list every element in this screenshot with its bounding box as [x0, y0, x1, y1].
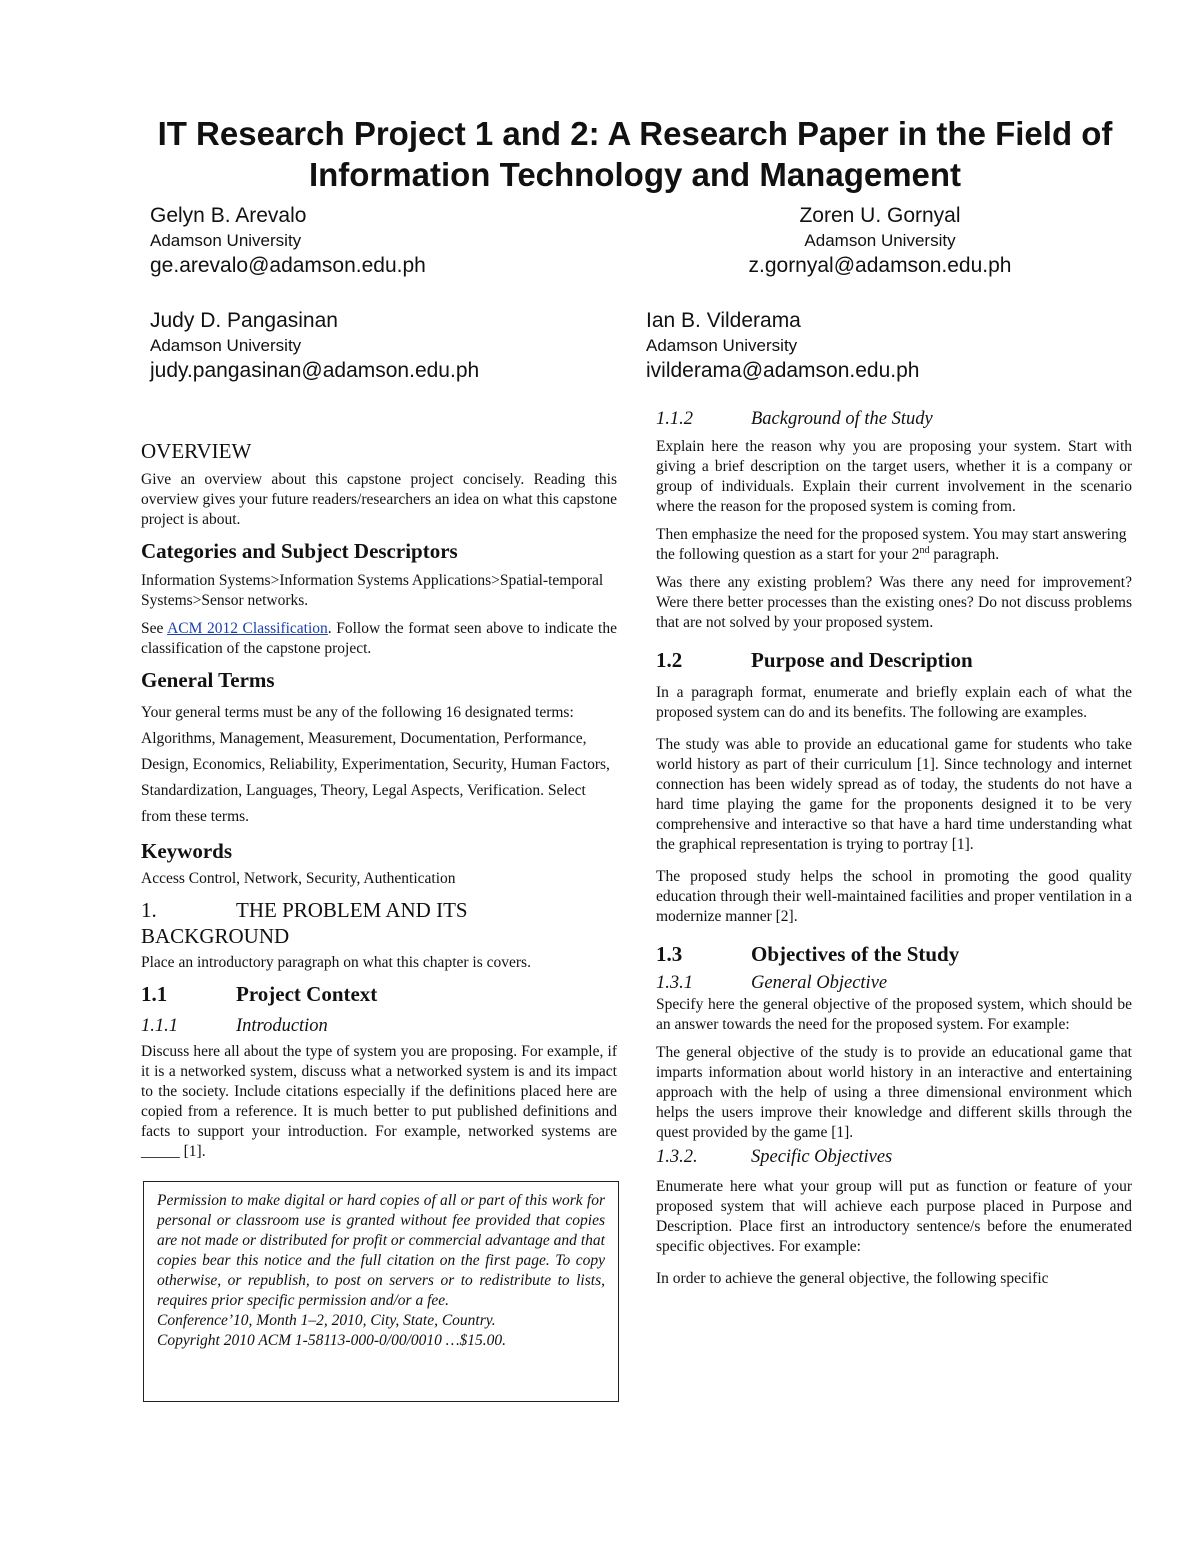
section-title: Purpose and Description	[751, 648, 973, 672]
specific-objectives-paragraph: Enumerate here what your group will put as function or feature of your proposed system that will achieve each purpose placed in Purpose and Description. Place first an introductory sentence/s before the enumerated specific objectives. For example:	[656, 1178, 1132, 1255]
general-objective-paragraph: Specify here the general objective of the proposed system, which should be an answer towards the need for the proposed system. For example:	[656, 996, 1132, 1033]
author-block	[150, 307, 479, 384]
subsection-title: Introduction	[236, 1016, 328, 1036]
section-heading	[141, 981, 617, 1007]
author-email: ge.arevalo@adamson.edu.ph	[150, 254, 426, 277]
author-email: judy.pangasinan@adamson.edu.ph	[150, 359, 480, 382]
subsection-number: 1.3.1	[656, 973, 693, 993]
author-block	[730, 202, 1030, 279]
purpose-paragraph: In a paragraph format, enumerate and briefly explain each of what the proposed system can do and its benefits. The following are examples.	[656, 684, 1132, 721]
author-name: Zoren U. Gornyal	[799, 204, 961, 227]
section-heading	[656, 647, 1132, 673]
author-name: Gelyn B. Arevalo	[150, 204, 307, 227]
permission-text: Permission to make digital or hard copies of all or part of this work for personal or classroom use is granted without fee provided that copies are not made or distributed for profit or commercial advantage and that copies bear this notice and the full citation on the first page. To copy otherwise, or republish, to post on servers or to redistribute to lists, requires prior specific permission and/or a fee.	[157, 1192, 605, 1309]
subsection-heading	[656, 971, 1132, 995]
text-run: Then emphasize the need for the proposed system. You may start answering the following question as a start for your 2	[656, 526, 1127, 563]
section-number: 1.2	[656, 648, 683, 672]
subsection-heading	[656, 1145, 1132, 1169]
section-number: 1.1	[141, 982, 168, 1006]
author-block	[150, 202, 426, 279]
author-name: Judy D. Pangasinan	[150, 309, 338, 332]
text-run: paragraph.	[929, 546, 1000, 563]
subsection-heading	[656, 407, 1132, 431]
background-paragraph: Explain here the reason why you are proposing your system. Start with giving a brief description on the target users, whether it is a company or group of individuals. Explain their current involvement in the scenario where the reason for the proposed system is coming from.	[656, 438, 1132, 515]
specific-objectives-paragraph: In order to achieve the general objective, the following specific	[656, 1270, 1049, 1287]
author-block	[646, 307, 919, 384]
see-acm-paragraph	[141, 619, 617, 659]
section-number: 1.3	[656, 942, 683, 966]
author-affiliation: Adamson University	[150, 231, 302, 250]
section-title: Objectives of the Study	[751, 942, 960, 966]
section-heading	[656, 941, 1132, 967]
section-title: Project Context	[236, 982, 378, 1006]
keywords-text: Access Control, Network, Security, Authentication	[141, 870, 456, 887]
see-prefix: See	[141, 620, 164, 637]
introduction-text: Discuss here all about the type of system you are proposing. For example, if it is a networked system, discuss what a networked system is and its impact to the society. Include citations especially if the definitions placed here are copied from a reference. It is much better to put published definitions and facts to support your introduction. For example, networked systems are _____ [1].	[141, 1043, 617, 1160]
left-column	[141, 438, 617, 1170]
overview-text: Give an overview about this capstone project concisely. Reading this overview gives your future readers/researchers an idea on what this capstone project is about.	[141, 471, 618, 528]
subsection-title: Specific Objectives	[751, 1147, 893, 1167]
chapter-number: 1.	[141, 898, 157, 922]
subsection-heading	[141, 1014, 617, 1038]
conference-line: Conference’10, Month 1–2, 2010, City, State, Country.	[157, 1312, 496, 1329]
subsection-title: Background of the Study	[751, 409, 933, 429]
subsection-title: General Objective	[751, 973, 888, 993]
subsection-number: 1.1.2	[656, 409, 693, 429]
keywords-heading: Keywords	[141, 839, 232, 863]
chapter-title-continued: BACKGROUND	[141, 924, 290, 948]
overview-heading: OVERVIEW	[141, 439, 252, 463]
paper-title: IT Research Project 1 and 2: A Research Paper in the Field of Information Technology and Management	[157, 115, 1113, 193]
purpose-paragraph: The proposed study helps the school in promoting the good quality education through their well-maintained facilities and proper ventilation in a modernize manner [2].	[656, 868, 1132, 925]
author-email: ivilderama@adamson.edu.ph	[646, 359, 920, 382]
chapter-heading	[141, 897, 617, 949]
copyright-line: Copyright 2010 ACM 1-58113-000-0/00/0010 …$15.00.	[157, 1332, 507, 1349]
see-suffix: . Follow the format seen above to indicate the classification of the capstone project.	[141, 620, 617, 657]
categories-text: Information Systems>Information Systems Applications>Spatial-temporal Systems>Sensor networks.	[141, 572, 604, 609]
subsection-number: 1.3.2.	[656, 1147, 698, 1167]
subsection-number: 1.1.1	[141, 1016, 178, 1036]
acm-classification-link[interactable]: ACM 2012 Classification	[167, 620, 328, 637]
general-terms-heading: General Terms	[141, 668, 275, 692]
general-objective-paragraph: The general objective of the study is to provide an educational game that imparts information about world history in an interactive and entertaining approach with the help of using a three dimensional environment which helps the users improve their knowledge and different skills through the quest provided by the game [1].	[656, 1044, 1132, 1141]
right-column	[656, 407, 1132, 1297]
superscript: nd	[919, 544, 930, 556]
background-paragraph	[656, 525, 1132, 565]
categories-heading: Categories and Subject Descriptors	[141, 539, 458, 563]
author-affiliation: Adamson University	[646, 336, 798, 355]
background-paragraph: Was there any existing problem? Was there any need for improvement? Were there better processes than the existing ones? Do not discuss problems that are not solved by your proposed system.	[656, 574, 1132, 631]
author-name: Ian B. Vilderama	[646, 309, 801, 332]
author-email: z.gornyal@adamson.edu.ph	[748, 254, 1012, 277]
general-terms-text: Your general terms must be any of the following 16 designated terms: Algorithms, Management, Measurement, Documentation, Performance, Design, Economics, Reliability, Experimentation, Security, Human Factors, Standardization, Languages, Theory, Legal Aspects, Verification. Select from these terms.	[141, 704, 610, 825]
purpose-paragraph: The study was able to provide an educational game for students who take world history as part of their curriculum [1]. Since technology and internet connection has been widely spread as of today, the students do not have a hard time playing the game for the proponents designed it to be very comprehensive and interactive so that have a hard time understanding what the graphical representation is trying to portray [1].	[656, 736, 1132, 853]
chapter-intro: Place an introductory paragraph on what this chapter is covers.	[141, 954, 531, 971]
author-affiliation: Adamson University	[150, 336, 302, 355]
chapter-title: THE PROBLEM AND ITS	[236, 898, 468, 922]
permission-box	[143, 1181, 619, 1402]
author-affiliation: Adamson University	[804, 231, 956, 250]
